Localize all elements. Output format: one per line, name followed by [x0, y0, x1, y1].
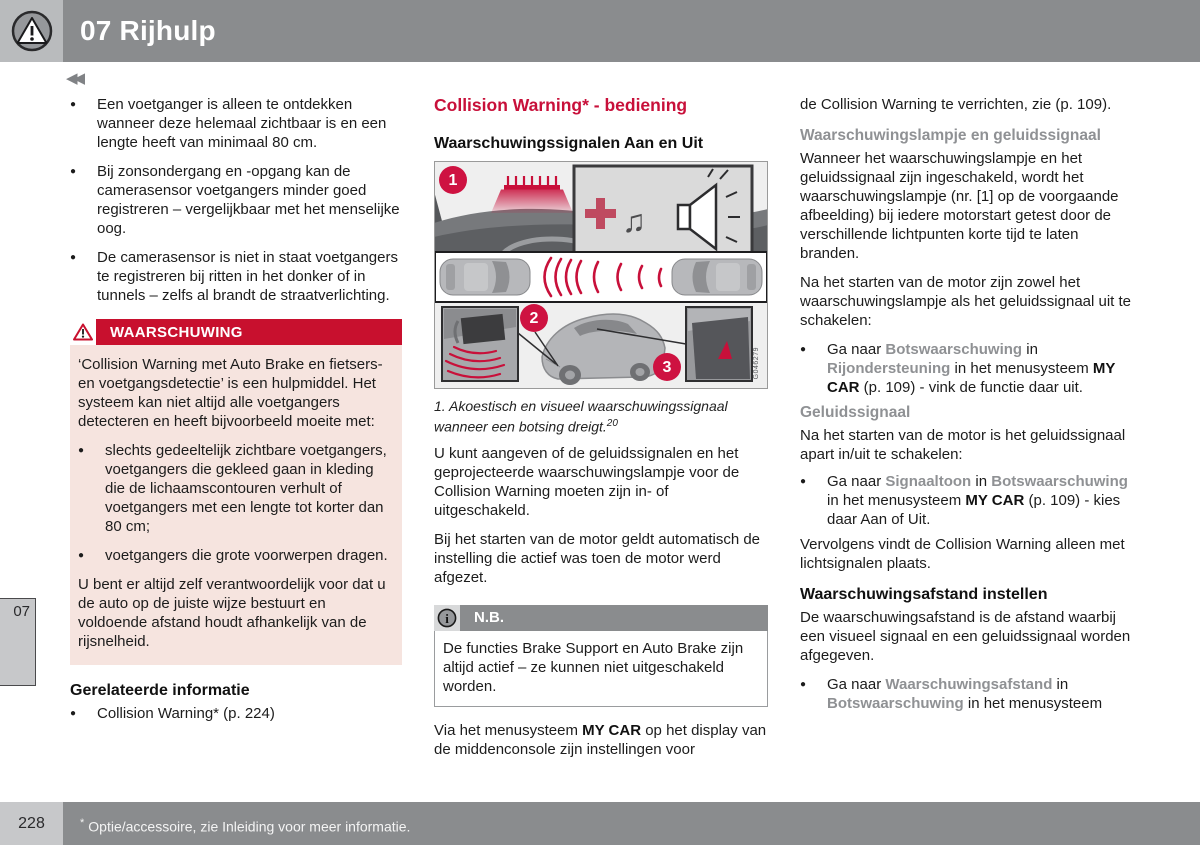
footnote-marker: 20	[606, 418, 618, 429]
figure-caption-text: 1. Akoestisch en visueel waarschuwingssignaal wanneer een botsing dreigt.	[434, 398, 728, 435]
note-box-title: N.B.	[474, 609, 504, 627]
warning-triangle-icon	[70, 319, 96, 345]
warning-outro: U bent er altijd zelf verantwoordelijk voor dat u de auto op de juiste wijze bestuurt en voldoende afstand houdt afhankelijk van de rijsnelheid.	[78, 576, 386, 650]
list-item	[78, 441, 394, 536]
related-info-item	[70, 704, 402, 723]
warning-box-title: WAARSCHUWING	[110, 323, 243, 341]
figure-callout-2: 2	[520, 304, 548, 332]
note-box-body: De functies Brake Support en Auto Brake zijn altijd actief – ze kunnen niet uitgeschakeld worden.	[434, 631, 768, 707]
menu-name: Botswaarschuwing	[885, 341, 1023, 358]
figure-caption	[434, 397, 768, 436]
left-column	[70, 95, 402, 733]
menu-name: MY CAR	[965, 492, 1025, 509]
figure-reference-code: G046279	[753, 346, 760, 379]
warning-box-header	[70, 319, 402, 345]
footnote-marker: *	[80, 817, 85, 829]
bullet-text: ● Bij zonsondergang en -opgang kan de camerasensor voetgangers minder goed registreren – vergelijkbaar met het menselijke oog.	[97, 163, 400, 237]
menu-name: Waarschuwingsafstand	[885, 676, 1053, 693]
paragraph: de Collision Warning te verrichten, zie (p. 109).	[800, 96, 1112, 113]
subheading: Waarschuwingsafstand instellen	[800, 586, 1048, 603]
chapter-title: 07 Rijhulp	[80, 15, 216, 46]
info-icon	[434, 605, 460, 631]
menu-name: Rijondersteuning	[827, 360, 951, 377]
warning-intro: ‘Collision Warning met Auto Brake en fietsers- en voetgangsdetectie’ is een hulpmiddel. Het systeem kan niet altijd alle voetgangers detecteren en heeft bijvoorbeeld moeite met:	[78, 356, 383, 430]
paragraph: Na het starten van de motor zijn zowel het waarschuwingslampje als het geluidssignaal uit te schakelen:	[800, 274, 1132, 329]
bullet-text: ● De camerasensor is niet in staat voetgangers te registreren bij ritten in het donker of in tunnels – zelfs al brandt de straatverlichting.	[97, 249, 398, 304]
radar-sensor-inset	[442, 307, 518, 381]
paragraph	[434, 721, 768, 759]
footer-footnote	[80, 802, 410, 845]
menu-name: Signaaltoon	[885, 473, 972, 490]
bullet-text: ● Collision Warning* (p. 224)	[97, 705, 275, 722]
page-footer-bar	[0, 802, 1200, 845]
figure-callout-1: 1	[439, 166, 467, 194]
list-item	[800, 472, 1132, 529]
paragraph: U kunt aangeven of de geluidssignalen en het geprojecteerde waarschuwingslampje voor de Collision Warning moeten zijn in- of uitgeschakeld.	[434, 444, 740, 519]
text-run: (p. 109) - vink de functie daar uit.	[859, 379, 1083, 396]
chapter-side-tab	[0, 598, 36, 686]
warning-box	[70, 319, 402, 665]
svg-text:i: i	[445, 610, 449, 626]
text-run: Ga naar	[827, 676, 886, 693]
text-run: in	[1052, 676, 1069, 693]
text-run: in	[971, 473, 992, 490]
middle-column	[434, 95, 768, 759]
music-note-icon: ♫	[622, 203, 646, 239]
bullet-text: ● voetgangers die grote voorwerpen dragen.	[105, 547, 388, 564]
bullet-text: ● slechts gedeeltelijk zichtbare voetgangers, voetgangers die gekleed gaan in kleding die de lichaamscontouren verhult of voetgangers met een lengte tot korter dan 80 cm;	[105, 442, 387, 535]
list-item	[78, 546, 394, 565]
car-top-view-left	[440, 259, 530, 295]
paragraph: De waarschuwingsafstand is de afstand waarbij een visueel signaal en een geluidssignaal worden afgegeven.	[800, 609, 1131, 664]
paragraph: Bij het starten van de motor geldt automatisch de instelling die actief was toen de motor werd afgezet.	[434, 530, 761, 586]
chapter-warning-triangle-icon	[0, 0, 63, 62]
subheading: Waarschuwingslampje en geluidssignaal	[800, 127, 1101, 144]
text-run: in het menusysteem	[827, 492, 966, 509]
note-box	[434, 605, 768, 707]
list-item	[800, 675, 1132, 713]
windshield-camera-inset	[686, 307, 752, 381]
paragraph: Vervolgens vindt de Collision Warning alleen met lichtsignalen plaats.	[800, 536, 1125, 572]
page-number: 228	[0, 802, 63, 845]
figure-collision-warning	[434, 161, 768, 389]
text-run: Via het menusysteem	[434, 721, 583, 739]
figure-art	[434, 161, 768, 389]
menu-name: Botswaarschuwing	[827, 695, 964, 712]
car-top-view-right	[672, 259, 762, 295]
menu-name: Botswaarschuwing	[991, 473, 1128, 490]
text-run: in het menusysteem	[950, 360, 1093, 377]
bullet-text	[827, 472, 1132, 529]
related-info-heading: Gerelateerde informatie	[70, 682, 250, 699]
list-item	[70, 95, 402, 152]
paragraph: Wanneer het waarschuwingslampje en het geluidssignaal zijn ingeschakeld, wordt het waarschuwingslampje (nr. [1] op de voorgaande afbeelding) bij iedere motorstart getest door de verschillende lichtpunten korte tijd te laten branden.	[800, 150, 1119, 262]
subheading: Geluidssignaal	[800, 404, 911, 421]
warning-box-body	[70, 345, 402, 665]
footnote-text: Optie/accessoire, zie Inleiding voor meer informatie.	[88, 818, 411, 835]
chapter-header-bar	[0, 0, 1200, 62]
text-run: (p. 109) - kies daar Aan of Uit.	[827, 492, 1121, 528]
note-box-header	[434, 605, 768, 631]
list-item	[70, 162, 402, 238]
text-run: Ga naar	[827, 473, 886, 490]
bullet-text: ● Een voetganger is alleen te ontdekken wanneer deze helemaal zichtbaar is en een lengte heeft van minimaal 80 cm.	[97, 96, 387, 151]
list-item	[800, 340, 1132, 397]
list-item	[70, 248, 402, 305]
subsection-title: Waarschuwingssignalen Aan en Uit	[434, 135, 704, 152]
bullet-text	[827, 340, 1132, 397]
text-run: Ga naar	[827, 341, 886, 358]
chapter-back-arrows-icon: ◀◀	[66, 70, 82, 87]
figure-callout-3: 3	[653, 353, 681, 381]
text-run: in het menusysteem	[963, 695, 1103, 712]
bullet-text	[827, 675, 1132, 713]
chapter-side-tab-label: 07	[13, 603, 30, 620]
menu-name: MY CAR	[827, 360, 1116, 396]
text-run: in	[1022, 341, 1038, 358]
section-title: Collision Warning* - bediening	[434, 95, 688, 115]
text-run: op het display van de middenconsole zijn instellingen voor	[434, 721, 767, 758]
menu-name: MY CAR	[582, 721, 642, 739]
paragraph: Na het starten van de motor is het geluidssignaal apart in/uit te schakelen:	[800, 427, 1126, 463]
right-column	[800, 95, 1132, 723]
